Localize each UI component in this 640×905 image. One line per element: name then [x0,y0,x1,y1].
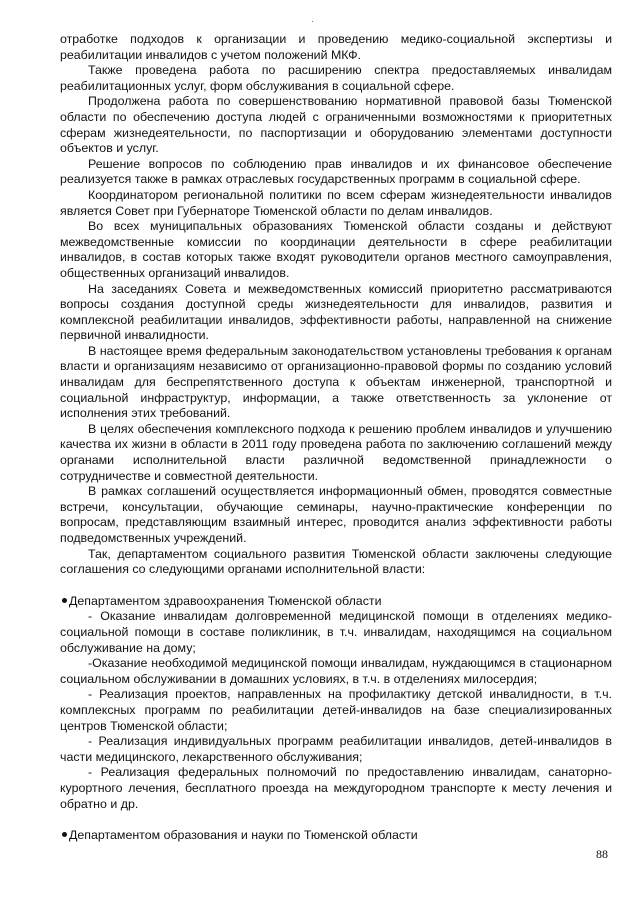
section-heading-health [60,594,612,610]
scan-mark: · [311,16,315,27]
paragraph: Также проведена работа по расширению спектра предоставляемых инвалидам реабилитационных услуг, форм обслуживания в социальной сфере. [60,63,612,93]
paragraph: В рамках соглашений осуществляется информационный обмен, проводятся совместные встречи, консультации, обучающие семинары, научно-практические конференции по вопросам, представляющим взаимный интерес, проводится анализ эффективности работы подведомственных учреждений. [60,484,612,545]
section-heading-text: Департаментом образования и науки по Тюменской области [69,828,418,843]
paragraph: В настоящее время федеральным законодательством установлены требования к органам власти и организациям независимо от организационно-правовой формы по созданию условий инвалидам для беспрепятственного доступа к объектам инженерной, транспортной и социальной инфраструктур, информации, а также ответственность за уклонение от исполнения этих требований. [60,343,612,421]
list-item: -Оказание необходимой медицинской помощи инвалидам, нуждающимся в стационарном социальном обслуживании в домашних условиях, в т.ч. в отделениях милосердия; [60,656,612,686]
spacer [60,578,612,594]
section-heading-education [60,828,612,844]
list-item: - Оказание инвалидам долговременной медицинской помощи в отделениях медико-социальной помощи в составе поликлиник, в т.ч. инвалидам, находящимся на социальном обслуживание на дому; [60,609,612,655]
paragraph: Во всех муниципальных образованиях Тюменской области созданы и действуют межведомственные комиссии по координации деятельности в сфере реабилитации инвалидов, в состав которых также входят руководители органов местного самоуправления, общественных организаций инвалидов. [60,219,612,280]
bullet-icon [62,832,67,837]
paragraph: В целях обеспечения комплексного подхода к решению проблем инвалидов и улучшению качества их жизни в области в 2011 году проведена работа по заключению соглашений между органами исполнительной власти различной ведомственной принадлежности о сотрудничестве и совместной деятельности. [60,421,612,483]
page-number: 88 [596,847,608,862]
paragraph: Решение вопросов по соблюдению прав инвалидов и их финансовое обеспечение реализуется также в рамках отраслевых государственных программ в социальной сфере. [60,156,612,187]
paragraph: Продолжена работа по совершенствованию нормативной правовой базы Тюменской области по обеспечению доступа людей с ограниченными возможностями к приоритетных сферам жизнедеятельности, по паспортизации и оборудованию элементами доступности объектов и услуг. [60,94,612,156]
paragraph-continuation: отработке подходов к организации и проведению медико-социальной экспертизы и реабилитации инвалидов с учетом положений МКФ. [60,32,612,62]
list-item: - Реализация индивидуальных программ реабилитации инвалидов, детей-инвалидов в части медицинского, лекарственного обслуживания; [60,734,612,764]
section-heading-text: Департаментом здравоохранения Тюменской области [69,593,382,608]
spacer [60,812,612,828]
paragraph: Так, департаментом социального развития Тюменской области заключены следующие соглашения со следующими органами исполнительной власти: [60,546,612,577]
paragraph: На заседаниях Совета и межведомственных комиссий приоритетно рассматриваются вопросы создания доступной среды жизнедеятельности для инвалидов, развития и комплексной реабилитации инвалидов, эффективности работы, направленной на снижение первичной инвалидности. [60,281,612,343]
list-item: - Реализация проектов, направленных на профилактику детской инвалидности, в т.ч. комплексных программ по реабилитации детей-инвалидов на базе специализированных центров Тюменской области; [60,687,612,733]
bullet-icon [62,598,67,603]
paragraph: Координатором региональной политики по всем сферам жизнедеятельности инвалидов является Совет при Губернаторе Тюменской области по делам инвалидов. [60,187,612,218]
page-body [60,32,612,844]
list-item: - Реализация федеральных полномочий по предоставлению инвалидам, санаторно-курортного лечения, бесплатного проезда на междугородном транспорте к месту лечения и обратно и др. [60,765,612,811]
